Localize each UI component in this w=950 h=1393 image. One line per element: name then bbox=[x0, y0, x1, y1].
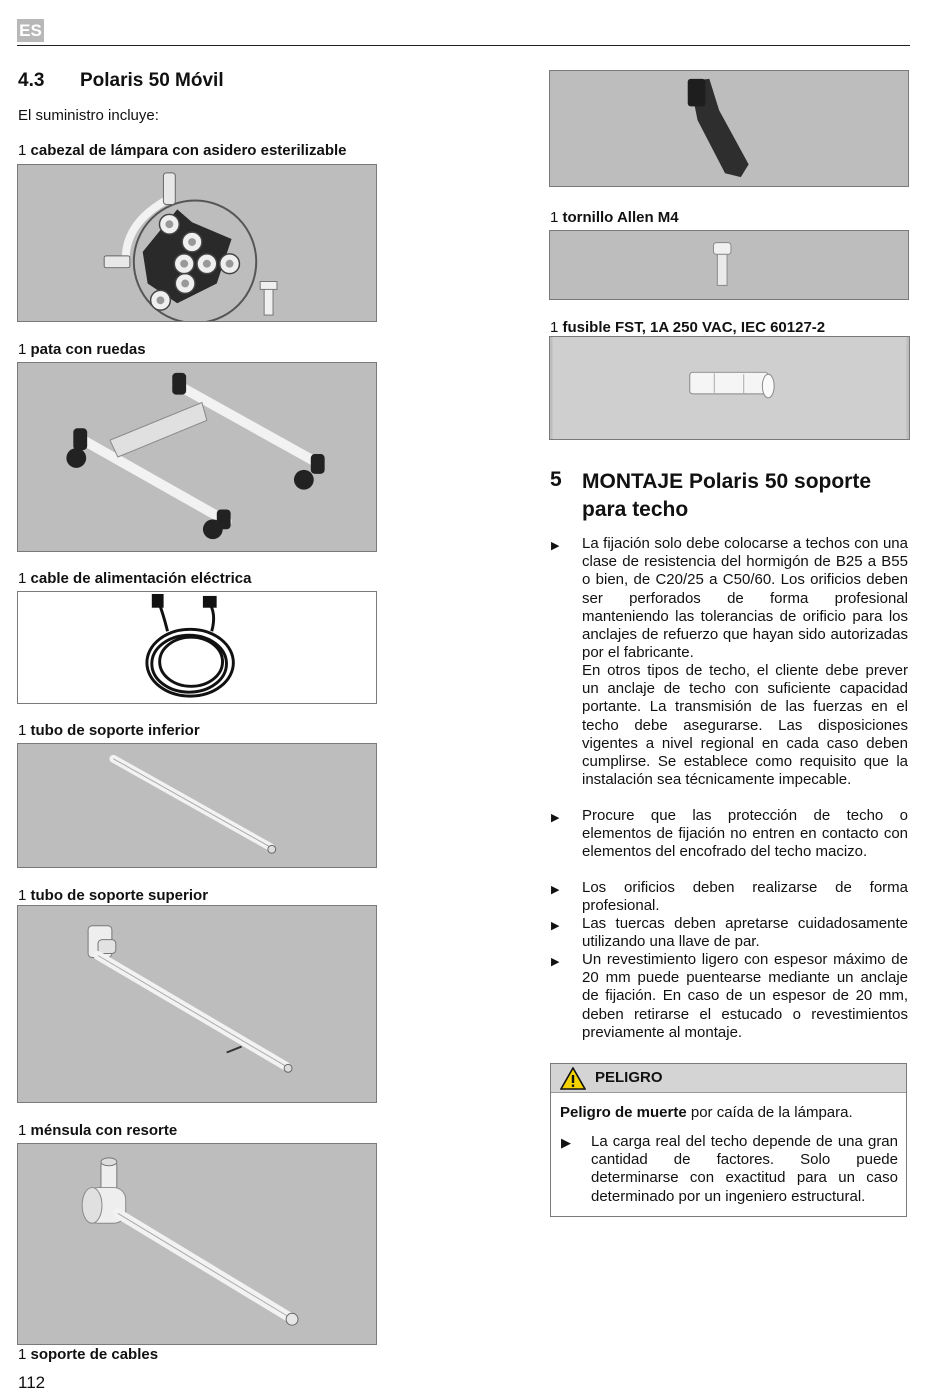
wheel-base-image bbox=[17, 362, 377, 552]
chapter-bullet-5: Un revestimiento ligero con espesor máximo de 20 mm puede puentearse mediante un anclaje de fijación. En caso de un espesor de 20 mm, deben retirarse el estucado o revestimientos previamente al montaje. bbox=[582, 951, 908, 1041]
lamp-head-image bbox=[17, 164, 377, 322]
danger-lead: Peligro de muerte por caída de la lámpara. bbox=[560, 1104, 853, 1121]
item-label-spring-arm: 1 ménsula con resorte bbox=[18, 1122, 178, 1139]
language-badge: ES bbox=[17, 19, 44, 42]
upper-tube-image bbox=[17, 905, 377, 1103]
chapter-bullet-1-continued: En otros tipos de techo, el cliente debe prever un anclaje de techo con suficiente capacidad portante. La transmisión de las fuerzas en el techo debe asegurarse. Las disposiciones vigentes a nivel regional en cada caso deben cumplirse. Se establece como requisito que la instalación sea técnicamente impecable. bbox=[582, 662, 908, 789]
bullet-arrow-icon: ▶ bbox=[551, 956, 560, 968]
item-label-wheel-base: 1 pata con ruedas bbox=[18, 341, 146, 358]
chapter-bullet-3: Los orificios deben realizarse de forma profesional. bbox=[582, 879, 908, 915]
chapter-number: 5 bbox=[550, 468, 562, 491]
bullet-arrow-icon: ▶ bbox=[551, 884, 560, 896]
danger-notice bbox=[550, 1063, 907, 1217]
bullet-arrow-icon: ▶ bbox=[551, 812, 560, 824]
power-cable-image bbox=[17, 591, 377, 704]
chapter-bullet-1: La fijación solo debe colocarse a techos con una clase de resistencia del hormigón de B25 a B55 o bien, de C20/25 a C50/60. Los orificios deben ser perforados de forma profesional manteniendo las tolerancias de orificio para los anclajes de refuerzo que hayan sido autorizadas por el fabricante. bbox=[582, 535, 908, 662]
danger-header bbox=[551, 1064, 906, 1093]
page-number: 112 bbox=[18, 1373, 46, 1392]
item-label-lower-tube: 1 tubo de soporte inferior bbox=[18, 722, 200, 739]
bullet-arrow-icon: ▶ bbox=[551, 540, 560, 552]
item-label-fuse: 1 fusible FST, 1A 250 VAC, IEC 60127-2 bbox=[550, 319, 826, 336]
chapter-title: MONTAJE Polaris 50 soporte para techo bbox=[582, 470, 872, 521]
item-label-upper-tube: 1 tubo de soporte superior bbox=[18, 887, 209, 904]
section-title: Polaris 50 Móvil bbox=[80, 70, 224, 91]
danger-title: PELIGRO bbox=[595, 1069, 663, 1086]
chapter-bullet-2: Procure que las protección de techo o elementos de fijación no entren en contacto con elementos del encofrado del techo macizo. bbox=[582, 807, 908, 861]
fuse-image bbox=[549, 336, 910, 440]
cable-support-image bbox=[549, 70, 909, 187]
allen-screw-image bbox=[549, 230, 909, 300]
header-rule bbox=[17, 45, 910, 46]
spring-arm-image bbox=[17, 1143, 377, 1345]
section-intro: El suministro incluye: bbox=[18, 107, 159, 124]
bullet-arrow-icon: ▶ bbox=[551, 920, 560, 932]
item-label-lamp-head: 1 cabezal de lámpara con asidero esterilizable bbox=[18, 142, 347, 159]
section-number: 4.3 bbox=[18, 70, 45, 91]
lower-tube-image bbox=[17, 743, 377, 868]
chapter-bullet-4: Las tuercas deben apretarse cuidadosamente utilizando una llave de par. bbox=[582, 915, 908, 951]
bullet-arrow-icon: ▶ bbox=[561, 1135, 571, 1150]
danger-bullet: La carga real del techo depende de una gran cantidad de factores. Solo puede determinarse con exactitud para un caso determinado por un ingeniero estructural. bbox=[591, 1133, 898, 1205]
item-label-cable-support: 1 soporte de cables bbox=[18, 1346, 159, 1363]
warning-triangle-icon bbox=[560, 1067, 586, 1090]
item-label-allen-screw: 1 tornillo Allen M4 bbox=[550, 209, 679, 226]
item-label-power-cable: 1 cable de alimentación eléctrica bbox=[18, 570, 252, 587]
